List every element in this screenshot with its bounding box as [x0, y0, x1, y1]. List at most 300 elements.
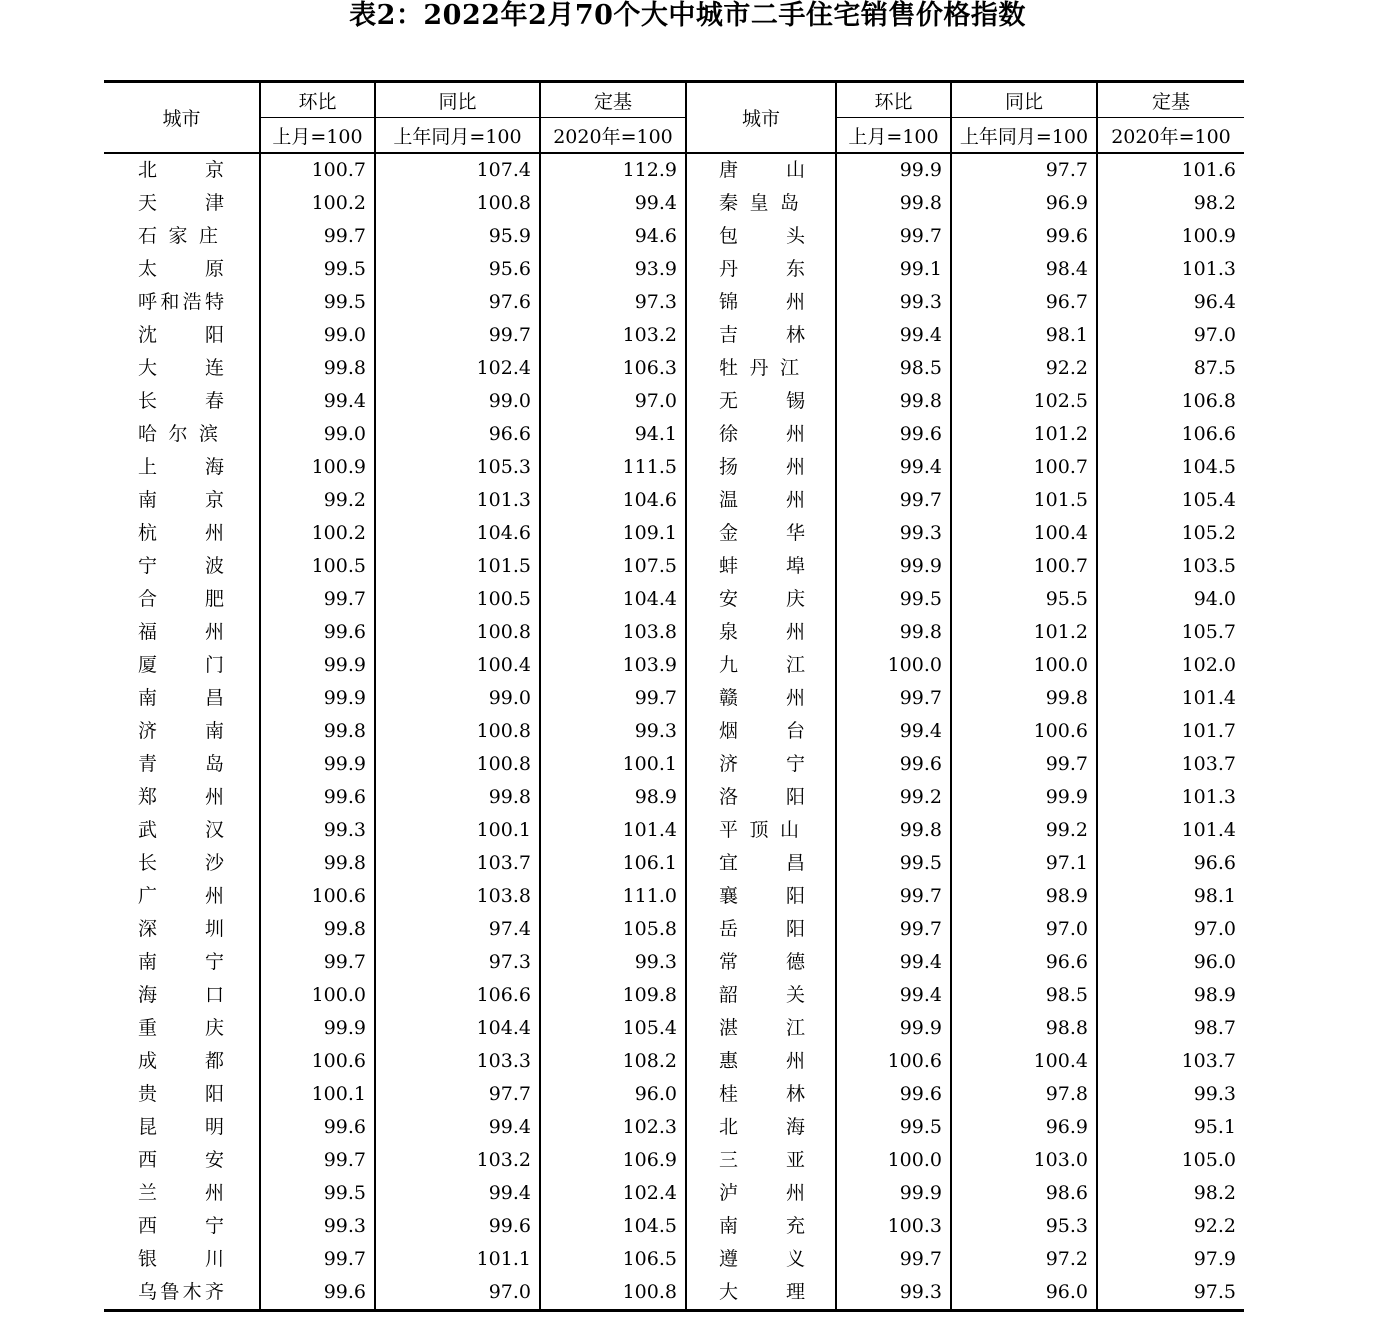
city-name — [104, 517, 260, 550]
table-row — [104, 1144, 1244, 1177]
fixed-value-2: 103.5 — [1097, 550, 1244, 583]
mom-value-2: 99.7 — [836, 880, 951, 913]
fixed-value-2: 97.0 — [1097, 913, 1244, 946]
fixed-value-2: 106.8 — [1097, 385, 1244, 418]
city-name — [104, 1210, 260, 1243]
city-name-2 — [686, 385, 836, 418]
table-row — [104, 451, 1244, 484]
city-name-2 — [686, 1078, 836, 1111]
mom-value: 100.0 — [260, 979, 375, 1012]
city-label: 洛 阳 — [719, 786, 805, 808]
fixed-value: 102.3 — [540, 1111, 686, 1144]
mom-value: 99.8 — [260, 715, 375, 748]
yoy-value-2: 98.5 — [951, 979, 1097, 1012]
fixed-value: 103.9 — [540, 649, 686, 682]
mom-value: 99.5 — [260, 286, 375, 319]
yoy-value: 96.6 — [375, 418, 540, 451]
yoy-value: 100.8 — [375, 715, 540, 748]
yoy-value: 100.8 — [375, 187, 540, 220]
city-label: 常 德 — [719, 951, 805, 973]
city-name-2 — [686, 1210, 836, 1243]
mom-value-2: 98.5 — [836, 352, 951, 385]
fixed-value-2: 92.2 — [1097, 1210, 1244, 1243]
mom-value-2: 99.7 — [836, 913, 951, 946]
header-yoy-base: 上年同月=100 — [375, 118, 540, 154]
mom-value-2: 99.4 — [836, 979, 951, 1012]
fixed-value: 99.3 — [540, 946, 686, 979]
city-name-2 — [686, 682, 836, 715]
yoy-value: 101.5 — [375, 550, 540, 583]
city-label: 呼和浩特 — [138, 291, 224, 313]
fixed-value-2: 101.6 — [1097, 153, 1244, 187]
yoy-value-2: 100.7 — [951, 550, 1097, 583]
city-label: 遵 义 — [719, 1248, 805, 1270]
city-name — [104, 1078, 260, 1111]
yoy-value-2: 101.5 — [951, 484, 1097, 517]
fixed-value: 105.4 — [540, 1012, 686, 1045]
mom-value-2: 99.4 — [836, 715, 951, 748]
city-name-2 — [686, 451, 836, 484]
table-row — [104, 814, 1244, 847]
city-label: 天 津 — [138, 192, 224, 214]
table-row — [104, 1045, 1244, 1078]
city-label: 安 庆 — [719, 588, 805, 610]
yoy-value-2: 97.8 — [951, 1078, 1097, 1111]
fixed-value-2: 106.6 — [1097, 418, 1244, 451]
yoy-value: 97.6 — [375, 286, 540, 319]
city-label: 蚌 埠 — [719, 555, 805, 577]
mom-value: 100.6 — [260, 1045, 375, 1078]
fixed-value-2: 100.9 — [1097, 220, 1244, 253]
fixed-value: 96.0 — [540, 1078, 686, 1111]
city-label: 长 春 — [138, 390, 224, 412]
city-name-2 — [686, 187, 836, 220]
city-label: 福 州 — [138, 621, 224, 643]
mom-value-2: 99.3 — [836, 1276, 951, 1311]
mom-value: 99.0 — [260, 319, 375, 352]
mom-value-2: 99.3 — [836, 286, 951, 319]
city-name — [104, 913, 260, 946]
fixed-value-2: 101.4 — [1097, 814, 1244, 847]
city-label: 泸 州 — [719, 1182, 805, 1204]
mom-value: 99.6 — [260, 1276, 375, 1311]
city-name-2 — [686, 583, 836, 616]
header-mom: 环比 — [260, 82, 375, 118]
city-label: 大 理 — [719, 1281, 805, 1303]
mom-value-2: 99.5 — [836, 847, 951, 880]
mom-value: 99.4 — [260, 385, 375, 418]
city-label: 济 南 — [138, 720, 224, 742]
fixed-value: 106.1 — [540, 847, 686, 880]
yoy-value-2: 100.4 — [951, 517, 1097, 550]
yoy-value: 103.7 — [375, 847, 540, 880]
city-label: 无 锡 — [719, 390, 805, 412]
fixed-value: 111.0 — [540, 880, 686, 913]
fixed-value: 94.1 — [540, 418, 686, 451]
yoy-value-2: 96.7 — [951, 286, 1097, 319]
city-name-2 — [686, 781, 836, 814]
mom-value-2: 99.4 — [836, 319, 951, 352]
fixed-value-2: 87.5 — [1097, 352, 1244, 385]
yoy-value: 107.4 — [375, 153, 540, 187]
city-label: 赣 州 — [719, 687, 805, 709]
fixed-value: 93.9 — [540, 253, 686, 286]
city-label: 深 圳 — [138, 918, 224, 940]
city-label: 郑 州 — [138, 786, 224, 808]
yoy-value-2: 98.8 — [951, 1012, 1097, 1045]
yoy-value-2: 99.9 — [951, 781, 1097, 814]
fixed-value: 106.5 — [540, 1243, 686, 1276]
fixed-value-2: 95.1 — [1097, 1111, 1244, 1144]
mom-value-2: 99.7 — [836, 484, 951, 517]
mom-value-2: 99.7 — [836, 682, 951, 715]
city-label: 南 昌 — [138, 687, 224, 709]
city-label: 太 原 — [138, 258, 224, 280]
fixed-value: 111.5 — [540, 451, 686, 484]
city-label: 唐 山 — [719, 159, 805, 181]
fixed-value: 94.6 — [540, 220, 686, 253]
mom-value: 100.7 — [260, 153, 375, 187]
yoy-value: 100.5 — [375, 583, 540, 616]
city-label: 乌鲁木齐 — [138, 1281, 224, 1303]
city-name-2 — [686, 1045, 836, 1078]
mom-value: 99.7 — [260, 220, 375, 253]
city-label: 北 海 — [719, 1116, 805, 1138]
header-mom-2: 环比 — [836, 82, 951, 118]
city-name — [104, 319, 260, 352]
fixed-value-2: 96.0 — [1097, 946, 1244, 979]
header-yoy-base-2: 上年同月=100 — [951, 118, 1097, 154]
mom-value-2: 99.8 — [836, 616, 951, 649]
header-city-2: 城市 — [686, 82, 836, 154]
header-fixed-2: 定基 — [1097, 82, 1244, 118]
city-name-2 — [686, 1243, 836, 1276]
city-name — [104, 649, 260, 682]
yoy-value-2: 98.9 — [951, 880, 1097, 913]
table-row — [104, 418, 1244, 451]
fixed-value-2: 98.2 — [1097, 187, 1244, 220]
fixed-value-2: 99.3 — [1097, 1078, 1244, 1111]
table-row — [104, 649, 1244, 682]
fixed-value-2: 101.3 — [1097, 781, 1244, 814]
fixed-value-2: 105.0 — [1097, 1144, 1244, 1177]
city-name — [104, 682, 260, 715]
fixed-value: 106.9 — [540, 1144, 686, 1177]
city-label: 温 州 — [719, 489, 805, 511]
fixed-value-2: 103.7 — [1097, 748, 1244, 781]
city-name — [104, 814, 260, 847]
city-name-2 — [686, 1012, 836, 1045]
yoy-value-2: 101.2 — [951, 616, 1097, 649]
table-row — [104, 1243, 1244, 1276]
city-name — [104, 484, 260, 517]
city-name-2 — [686, 550, 836, 583]
city-label: 包 头 — [719, 225, 805, 247]
yoy-value-2: 100.7 — [951, 451, 1097, 484]
mom-value: 99.5 — [260, 1177, 375, 1210]
table-row — [104, 1210, 1244, 1243]
fixed-value: 112.9 — [540, 153, 686, 187]
table-row — [104, 286, 1244, 319]
city-name — [104, 153, 260, 187]
city-name — [104, 583, 260, 616]
city-label: 南 京 — [138, 489, 224, 511]
city-name — [104, 1243, 260, 1276]
yoy-value-2: 97.0 — [951, 913, 1097, 946]
table-row — [104, 385, 1244, 418]
city-name-2 — [686, 253, 836, 286]
mom-value: 99.9 — [260, 748, 375, 781]
table-row — [104, 220, 1244, 253]
mom-value: 99.8 — [260, 847, 375, 880]
fixed-value: 101.4 — [540, 814, 686, 847]
fixed-value-2: 98.1 — [1097, 880, 1244, 913]
yoy-value-2: 98.6 — [951, 1177, 1097, 1210]
table-row — [104, 1276, 1244, 1311]
city-label: 武 汉 — [138, 819, 224, 841]
yoy-value: 99.4 — [375, 1111, 540, 1144]
fixed-value: 98.9 — [540, 781, 686, 814]
mom-value-2: 100.0 — [836, 1144, 951, 1177]
yoy-value: 103.8 — [375, 880, 540, 913]
city-label: 大 连 — [138, 357, 224, 379]
city-label: 重 庆 — [138, 1017, 224, 1039]
fixed-value-2: 98.2 — [1097, 1177, 1244, 1210]
city-name-2 — [686, 220, 836, 253]
mom-value: 99.8 — [260, 913, 375, 946]
header-fixed: 定基 — [540, 82, 686, 118]
yoy-value-2: 100.6 — [951, 715, 1097, 748]
yoy-value: 95.9 — [375, 220, 540, 253]
mom-value-2: 100.6 — [836, 1045, 951, 1078]
mom-value: 99.7 — [260, 1243, 375, 1276]
mom-value-2: 99.6 — [836, 748, 951, 781]
city-name — [104, 715, 260, 748]
city-label: 徐 州 — [719, 423, 805, 445]
city-name-2 — [686, 847, 836, 880]
mom-value-2: 99.6 — [836, 1078, 951, 1111]
fixed-value: 109.1 — [540, 517, 686, 550]
fixed-value: 104.4 — [540, 583, 686, 616]
fixed-value: 106.3 — [540, 352, 686, 385]
city-label: 南 充 — [719, 1215, 805, 1237]
yoy-value-2: 99.7 — [951, 748, 1097, 781]
yoy-value-2: 99.2 — [951, 814, 1097, 847]
yoy-value: 100.8 — [375, 748, 540, 781]
fixed-value: 99.7 — [540, 682, 686, 715]
mom-value-2: 99.3 — [836, 517, 951, 550]
table-row — [104, 913, 1244, 946]
yoy-value: 99.8 — [375, 781, 540, 814]
yoy-value: 97.7 — [375, 1078, 540, 1111]
table-row — [104, 583, 1244, 616]
header-city: 城市 — [104, 82, 260, 154]
header-mom-base: 上月=100 — [260, 118, 375, 154]
mom-value: 99.6 — [260, 616, 375, 649]
mom-value: 100.6 — [260, 880, 375, 913]
table-row — [104, 319, 1244, 352]
table-body — [104, 153, 1244, 1311]
header-yoy-2: 同比 — [951, 82, 1097, 118]
yoy-value: 104.6 — [375, 517, 540, 550]
yoy-value-2: 99.6 — [951, 220, 1097, 253]
city-name — [104, 352, 260, 385]
city-name-2 — [686, 153, 836, 187]
mom-value-2: 99.7 — [836, 220, 951, 253]
city-label: 韶 关 — [719, 984, 805, 1006]
city-name-2 — [686, 715, 836, 748]
table-row — [104, 484, 1244, 517]
city-name-2 — [686, 1276, 836, 1311]
fixed-value: 99.4 — [540, 187, 686, 220]
fixed-value: 104.6 — [540, 484, 686, 517]
header-mom-base-2: 上月=100 — [836, 118, 951, 154]
city-name — [104, 1144, 260, 1177]
mom-value-2: 99.9 — [836, 153, 951, 187]
mom-value-2: 99.9 — [836, 550, 951, 583]
fixed-value: 97.0 — [540, 385, 686, 418]
header-fixed-base: 2020年=100 — [540, 118, 686, 154]
city-label: 北 京 — [138, 159, 224, 181]
fixed-value: 108.2 — [540, 1045, 686, 1078]
yoy-value: 97.4 — [375, 913, 540, 946]
city-label: 海 口 — [138, 984, 224, 1006]
city-name-2 — [686, 649, 836, 682]
city-name — [104, 1045, 260, 1078]
fixed-value: 100.8 — [540, 1276, 686, 1311]
yoy-value-2: 97.1 — [951, 847, 1097, 880]
yoy-value: 103.2 — [375, 1144, 540, 1177]
yoy-value: 101.1 — [375, 1243, 540, 1276]
table-row — [104, 517, 1244, 550]
city-label: 西 宁 — [138, 1215, 224, 1237]
city-name — [104, 616, 260, 649]
yoy-value: 100.4 — [375, 649, 540, 682]
fixed-value-2: 101.7 — [1097, 715, 1244, 748]
yoy-value-2: 98.1 — [951, 319, 1097, 352]
city-label: 泉 州 — [719, 621, 805, 643]
city-label: 西 安 — [138, 1149, 224, 1171]
table-row — [104, 253, 1244, 286]
mom-value: 100.1 — [260, 1078, 375, 1111]
mom-value-2: 99.8 — [836, 187, 951, 220]
city-label: 南 宁 — [138, 951, 224, 973]
price-index-table — [104, 80, 1244, 1312]
yoy-value-2: 98.4 — [951, 253, 1097, 286]
table-row — [104, 748, 1244, 781]
mom-value-2: 99.9 — [836, 1012, 951, 1045]
city-label: 合 肥 — [138, 588, 224, 610]
yoy-value-2: 102.5 — [951, 385, 1097, 418]
table-row — [104, 1111, 1244, 1144]
fixed-value-2: 96.6 — [1097, 847, 1244, 880]
city-name — [104, 979, 260, 1012]
city-label: 哈尔滨 — [138, 423, 224, 445]
city-name-2 — [686, 1144, 836, 1177]
city-label: 杭 州 — [138, 522, 224, 544]
mom-value: 99.5 — [260, 253, 375, 286]
yoy-value: 97.3 — [375, 946, 540, 979]
yoy-value: 101.3 — [375, 484, 540, 517]
city-label: 广 州 — [138, 885, 224, 907]
table-row — [104, 1012, 1244, 1045]
city-name — [104, 946, 260, 979]
yoy-value: 100.1 — [375, 814, 540, 847]
mom-value-2: 99.8 — [836, 385, 951, 418]
city-name-2 — [686, 979, 836, 1012]
mom-value-2: 99.9 — [836, 1177, 951, 1210]
table-row — [104, 847, 1244, 880]
fixed-value-2: 103.7 — [1097, 1045, 1244, 1078]
table-row — [104, 880, 1244, 913]
mom-value: 99.6 — [260, 781, 375, 814]
city-label: 石家庄 — [138, 225, 224, 247]
city-name-2 — [686, 484, 836, 517]
city-label: 贵 阳 — [138, 1083, 224, 1105]
yoy-value-2: 100.0 — [951, 649, 1097, 682]
city-name — [104, 220, 260, 253]
city-label: 成 都 — [138, 1050, 224, 1072]
yoy-value: 104.4 — [375, 1012, 540, 1045]
yoy-value: 99.7 — [375, 319, 540, 352]
fixed-value: 100.1 — [540, 748, 686, 781]
fixed-value-2: 97.0 — [1097, 319, 1244, 352]
yoy-value: 99.4 — [375, 1177, 540, 1210]
fixed-value-2: 102.0 — [1097, 649, 1244, 682]
city-label: 湛 江 — [719, 1017, 805, 1039]
fixed-value: 99.3 — [540, 715, 686, 748]
city-name-2 — [686, 319, 836, 352]
yoy-value-2: 100.4 — [951, 1045, 1097, 1078]
table-row — [104, 682, 1244, 715]
mom-value-2: 100.3 — [836, 1210, 951, 1243]
mom-value: 99.3 — [260, 814, 375, 847]
table-row — [104, 153, 1244, 187]
table-row — [104, 1078, 1244, 1111]
header-fixed-base-2: 2020年=100 — [1097, 118, 1244, 154]
table-row — [104, 715, 1244, 748]
yoy-value: 102.4 — [375, 352, 540, 385]
table-row — [104, 946, 1244, 979]
fixed-value: 104.5 — [540, 1210, 686, 1243]
yoy-value-2: 96.9 — [951, 1111, 1097, 1144]
city-label: 岳 阳 — [719, 918, 805, 940]
yoy-value-2: 99.8 — [951, 682, 1097, 715]
mom-value: 100.2 — [260, 517, 375, 550]
table-row — [104, 1177, 1244, 1210]
city-label: 长 沙 — [138, 852, 224, 874]
mom-value-2: 99.1 — [836, 253, 951, 286]
yoy-value-2: 103.0 — [951, 1144, 1097, 1177]
fixed-value-2: 105.7 — [1097, 616, 1244, 649]
mom-value-2: 99.5 — [836, 583, 951, 616]
city-label: 宜 昌 — [719, 852, 805, 874]
yoy-value-2: 96.0 — [951, 1276, 1097, 1311]
fixed-value-2: 98.9 — [1097, 979, 1244, 1012]
city-name-2 — [686, 517, 836, 550]
yoy-value: 106.6 — [375, 979, 540, 1012]
city-name — [104, 847, 260, 880]
mom-value-2: 99.4 — [836, 946, 951, 979]
city-name-2 — [686, 286, 836, 319]
table-row — [104, 352, 1244, 385]
city-name-2 — [686, 748, 836, 781]
city-name — [104, 880, 260, 913]
mom-value-2: 99.4 — [836, 451, 951, 484]
city-name — [104, 1111, 260, 1144]
mom-value: 99.2 — [260, 484, 375, 517]
city-label: 桂 林 — [719, 1083, 805, 1105]
